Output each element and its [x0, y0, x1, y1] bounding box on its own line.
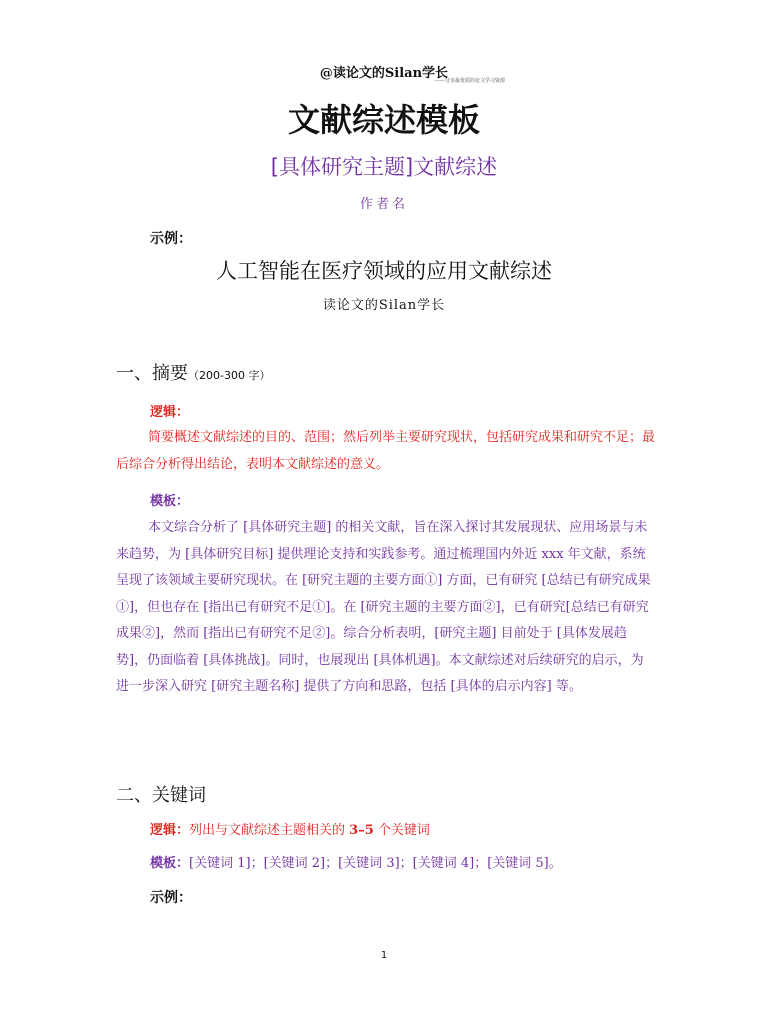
keywords-logic-label: 逻辑：: [150, 823, 190, 838]
example-title: 人工智能在医疗领域的应用文献综述: [216, 259, 552, 283]
keywords-logic-range: 3–5: [349, 823, 374, 838]
page-number: 1: [380, 950, 388, 961]
brand-header: @读论文的Silan学长: [319, 66, 449, 81]
keywords-example-label: 示例：: [150, 890, 192, 906]
keywords-template-text: [关键词 1]；[关键词 2]；[关键词 3]；[关键词 4]；[关键词 5]。: [189, 856, 562, 871]
example-label: 示例：: [150, 231, 192, 247]
template-label: 模板：: [150, 494, 190, 509]
example-author: 读论文的Silan学长: [322, 298, 446, 313]
logic-paragraph: 简要概述文献综述的目的、范围；然后列举主要研究现状，包括研究成果和研究不足；最后综合分析得出结论，表明本文献综述的意义。: [116, 430, 656, 472]
logic-label: 逻辑：: [150, 405, 190, 420]
author-placeholder: 作者名: [359, 197, 408, 212]
section-heading-keywords: 二、关键词: [116, 785, 206, 806]
keywords-logic-line: [150, 819, 430, 838]
document-title: 文献综述模板: [287, 101, 480, 139]
section-heading-text: 一、摘要: [116, 363, 188, 384]
keywords-template-label: 模板：: [150, 856, 190, 871]
document-subtitle: [具体研究主题]文献综述: [270, 155, 498, 179]
section-note: （200-300 字）: [188, 369, 271, 382]
template-paragraph: 本文综合分析了 [具体研究主题] 的相关文献，旨在深入探讨其发展现状、应用场景与未来趋势，为 [具体研究目标] 提供理论支持和实践参考。通过梳理国内外近 xxx 年文献，系统呈现了该领域主要研究现状。在 [研究主题的主要方面①] 方面，已有研究 [总结已有研究成果①]，但也存在 [指出已有研究不足①]。在 [研究主题的主要方面②]，已有研究[总结已有研究成果②]，然而 [指出已有研究不足②]。综合分析表明，[研究主题] 目前处于 [具体发展趋势]，仍面临着 [具体挑战]。同时，也展现出 [具体机遇]。本文献综述对后续研究的启示，为进一步深入研究 [研究主题名称] 提供了方向和思路，包括 [具体的启示内容] 等。: [116, 520, 651, 694]
keywords-template-line: [150, 852, 562, 871]
keywords-logic-post: 个关键词: [373, 823, 430, 838]
keywords-logic-pre: 列出与文献综述主题相关的: [189, 823, 350, 838]
brand-tagline: ——分享最优质的论文学习资源: [434, 78, 505, 84]
section-heading-abstract: [116, 359, 270, 385]
